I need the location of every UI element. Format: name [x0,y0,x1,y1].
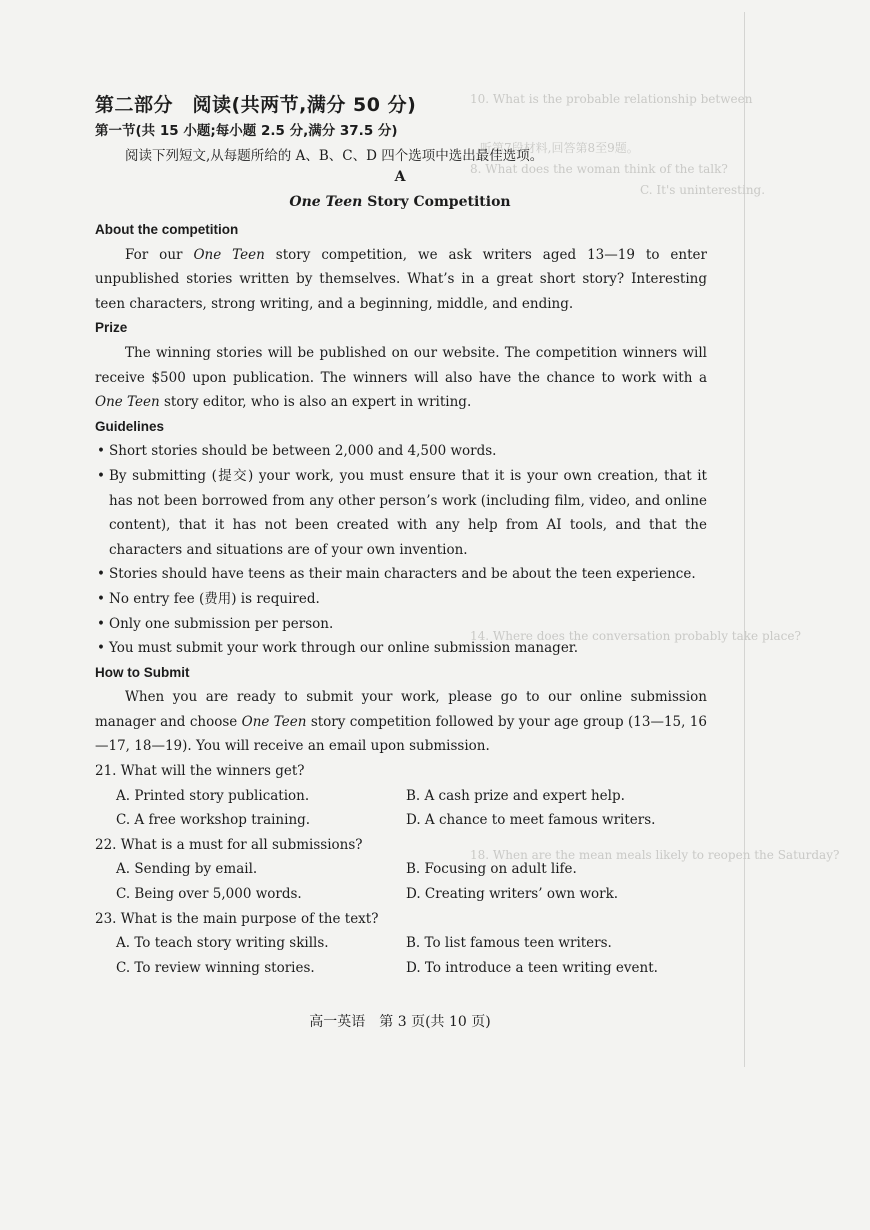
option-b: B. Focusing on adult life. [406,861,577,878]
bleed-through-text: 18. When are the mean meals likely to reopen the Saturday? [470,848,840,862]
option-b: B. To list famous teen writers. [406,935,612,952]
instruction-text: 阅读下列短文,从每题所给的 A、B、C、D 四个选项中选出最佳选项。 [125,148,544,164]
question-23 [95,907,707,981]
bleed-through-text: C. It's uninteresting. [640,183,766,197]
options-grid [95,857,707,906]
question-stem: 23. What is the main purpose of the text? [95,910,379,927]
paragraph-prize [95,341,707,415]
guidelines-list [95,439,707,660]
option-d: D. A chance to meet famous writers. [406,812,656,829]
options-grid [95,784,707,833]
submit-text-1: When you are ready to submit your work, please go to our online submission manager and choose [95,689,707,730]
about-text-italic: One Teen [193,246,265,263]
passage-letter: A [394,169,406,185]
passage-title [0,194,800,210]
question-stem: 21. What will the winners get? [95,763,305,780]
option-c: C. A free workshop training. [116,812,311,829]
question-22 [95,833,707,907]
option-a: A. Printed story publication. [116,787,310,804]
guideline-item: • No entry fee (费用) is required. [95,587,707,612]
prize-text-italic: One Teen [95,394,160,411]
prize-text-1: The winning stories will be published on our website. The competition winners will receive $500 upon publication. The winners will also have the chance to work with a [95,344,707,386]
guideline-item: • Only one submission per person. [95,612,707,637]
passage-title-italic: One Teen [289,194,363,210]
prize-text-2: story editor, who is also an expert in writing. [159,394,472,411]
option-a: A. To teach story writing skills. [116,935,329,952]
about-text-2: story competition, we ask writers aged 13—19 to enter unpublished stories written by themselves. What’s in a great short story? Interesting teen characters, strong writing, and a beginning, middle, and ending. [95,246,707,312]
option-a: A. Sending by email. [116,861,258,878]
page-footer: 高一英语 第 3 页(共 10 页) [309,1014,491,1030]
subsection-title: 第一节(共 15 小题;每小题 2.5 分,满分 37.5 分) [95,123,398,139]
heading-guidelines: Guidelines [95,418,165,434]
submit-text-italic: One Teen [241,713,307,730]
passage-content [95,218,707,980]
option-d: D. Creating writers’ own work. [406,886,619,903]
bleed-through-text: 听第7段材料,回答第8至9题。 [480,141,639,155]
question-stem: 22. What is a must for all submissions? [95,836,363,853]
option-c: C. Being over 5,000 words. [116,886,302,903]
bleed-through-text: 10. What is the probable relationship between [470,92,753,106]
guideline-item: • By submitting (提交) your work, you must ensure that it is your own creation, that it has not been borrowed from any other person’s work (including film, video, and online content), that it has not been created with any help from AI tools, and that the characters and situations are of your own invention. [95,464,707,562]
option-c: C. To review winning stories. [116,959,315,976]
about-text-1: For our [125,246,194,263]
heading-about: About the competition [95,222,239,237]
options-grid [95,931,707,980]
section-title: 第二部分 阅读(共两节,满分 50 分) [95,94,417,116]
paragraph-about [95,243,707,317]
guideline-item: • Stories should have teens as their main characters and be about the teen experience. [95,562,707,587]
paragraph-submit [95,685,707,759]
heading-prize: Prize [95,320,128,336]
passage-title-rest: Story Competition [362,194,511,210]
submit-text-2: story competition followed by your age group (13—15, 16—17, 18—19). You will receive an email upon submission. [95,713,707,755]
heading-how-to-submit: How to Submit [95,664,190,680]
bleed-through-text: 8. What does the woman think of the talk? [470,162,728,176]
bleed-through-text: 14. Where does the conversation probably take place? [470,629,801,643]
option-d: D. To introduce a teen writing event. [406,959,658,976]
guideline-item: • Short stories should be between 2,000 and 4,500 words. [95,439,707,464]
question-21 [95,759,707,833]
option-b: B. A cash prize and expert help. [406,787,625,804]
guideline-item: • You must submit your work through our online submission manager. [95,636,707,661]
